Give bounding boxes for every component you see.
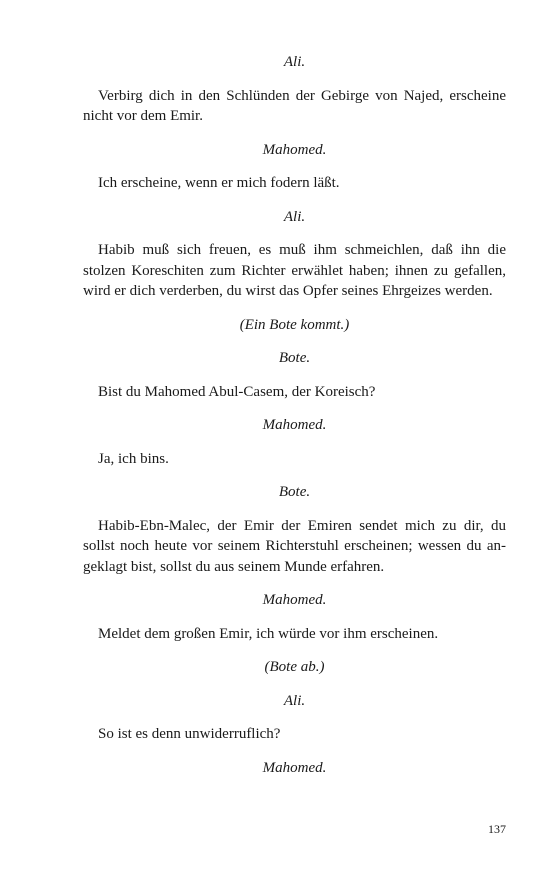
speaker-name: Mahomed. [262, 759, 327, 776]
speech-text: Habib-Ebn-Malec, der Emir der Emiren sendet mich zu dir, du sollst noch heute vor seinem Richterstuhl erscheinen; wessen du angeklagt bist, sollst du aus seinem Munde erfahren. [83, 517, 506, 575]
speaker-name: Bote. [278, 484, 311, 500]
speaker-name: Mahomed. [262, 592, 327, 608]
speaker-name: Bote. [278, 350, 311, 366]
speaker-name: Ali. [283, 208, 306, 225]
speaker-name: Mahomed. [262, 141, 327, 158]
stage-direction: (Bote ab.) [264, 659, 325, 675]
speech-text: So ist es denn unwiderruflich? [98, 726, 281, 742]
speaker-name: Mahomed. [262, 417, 327, 433]
speech-text: Ja, ich bins. [98, 450, 169, 467]
stage-direction: (Ein Bote kommt.) [239, 316, 350, 333]
speaker-name: Ali. [283, 54, 306, 70]
speech-text: Bist du Mahomed Abul-Casem, der Koreisch? [98, 383, 376, 400]
speech-text: Ich erscheine, wenn er mich fodern läßt. [98, 175, 340, 191]
speech-text: Meldet dem großen Emir, ich würde vor ihm erscheinen. [98, 625, 439, 642]
page-number: 137 [488, 822, 506, 836]
page-body [83, 52, 506, 791]
speech-text: Verbirg dich in den Schlünden der Gebirge von Najed, erscheine nicht vor dem Emir. [83, 87, 506, 124]
speech-text: Habib muß sich freuen, es muß ihm schmeichlen, daß ihn die stolzen Koreschiten zum Richter erwählet haben; ihnen zu gefallen, wird er dich verderben, du wirst das Opfer seines Ehrgeizes werden. [83, 242, 506, 299]
speaker-name: Ali. [283, 692, 306, 709]
